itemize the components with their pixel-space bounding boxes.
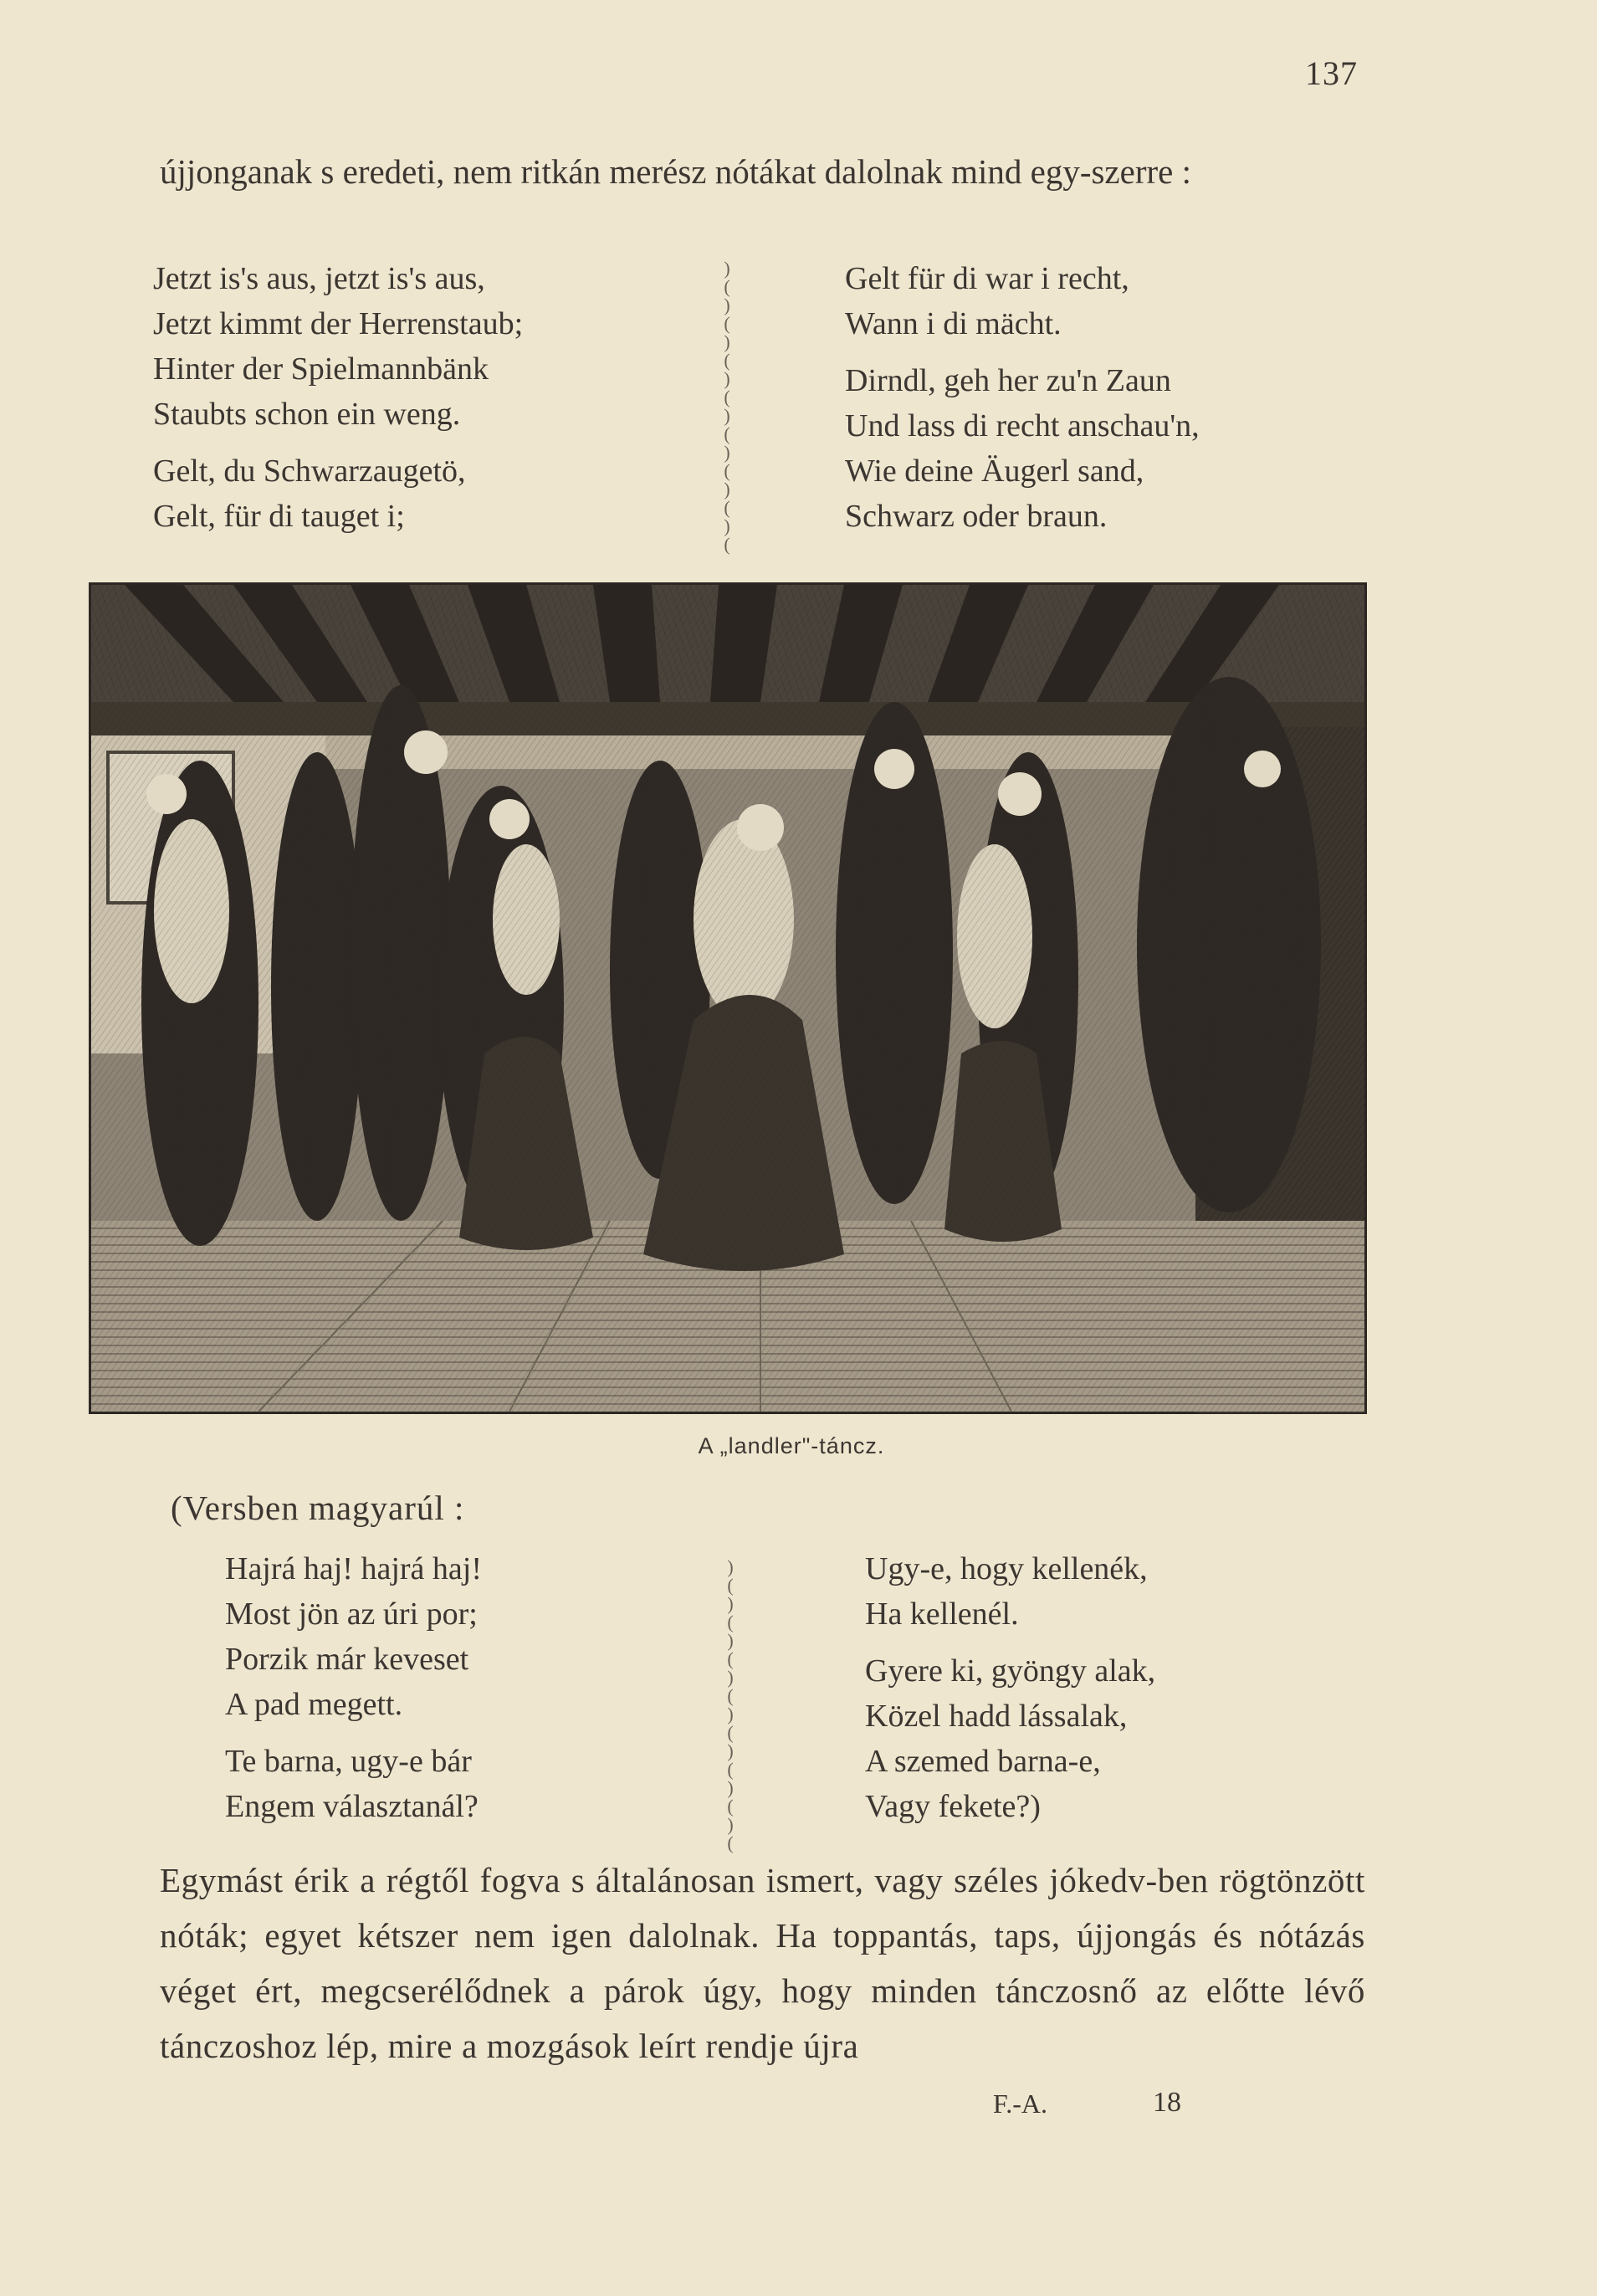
verse-line: Gyere ki, gyöngy alak, [865,1653,1156,1689]
verse-stanza [225,1546,482,1727]
verse-line: Wie deine Äugerl sand, [845,454,1144,489]
verse-line: Engem választanál? [225,1789,479,1824]
opening-paragraph: újjonganak s eredeti, nem ritkán merész nótákat dalolnak mind egy-szerre : [160,152,1191,191]
verse-line: A szemed barna-e, [865,1744,1101,1779]
verse-stanza [225,1739,482,1829]
verse-line: Most jön az úri por; [225,1596,478,1632]
verse-stanza [865,1648,1155,1829]
column-divider-brace: ) ( ) ( ) ( ) ( ) ( ) ( ) ( ) ( [727,1556,734,1853]
verse-line: Gelt für di war i recht, [845,261,1129,296]
verse-line: Und lass di recht anschau'n, [845,408,1200,443]
hungarian-song-right-column [865,1546,1155,1829]
dance-engraving-illustration [89,582,1367,1414]
verse-line: Dirndl, geh her zu'n Zaun [845,363,1171,398]
verse-stanza [845,256,1200,346]
sheet-number: 18 [1153,2087,1181,2118]
column-divider-brace: ) ( ) ( ) ( ) ( ) ( ) ( ) ( ) ( [724,258,730,555]
verse-line: Ha kellenél. [865,1596,1019,1632]
signature-mark: F.-A. [993,2088,1047,2119]
verse-line: Vagy fekete?) [865,1789,1041,1824]
verse-line: Hajrá haj! hajrá haj! [225,1551,482,1586]
verse-line: Ugy-e, hogy kellenék, [865,1551,1148,1586]
verse-stanza [153,448,523,539]
verse-line: Gelt, für di tauget i; [153,499,405,534]
verse-line: Jetzt kimmt der Herrenstaub; [153,306,524,341]
verse-line: Te barna, ugy-e bár [225,1744,472,1779]
german-song-left-column [153,256,523,539]
verse-stanza [865,1546,1155,1637]
verse-line: Gelt, du Schwarzaugetö, [153,454,466,489]
translation-intro: (Versben magyarúl : [171,1489,465,1527]
closing-paragraph: Egymást érik a régtől fogva s általánosan ismert, vagy széles jókedv-ben rögtönzött nóták; egyet kétszer nem igen dalolnak. Ha toppantás, taps, újjongás és nótázás véget ért, megcserélődnek a párok úgy, hogy minden tánczosnő az előtte lévő tánczoshoz lép, mire a mozgások leírt rendje újra [160,1861,1365,2065]
hungarian-song-left-column [225,1546,482,1829]
page-number: 137 [1305,54,1358,92]
verse-line: Hinter der Spielmannbänk [153,351,489,387]
verse-line: Jetzt is's aus, jetzt is's aus, [153,261,485,296]
verse-stanza [845,358,1200,539]
verse-line: Staubts schon ein weng. [153,397,461,432]
verse-line: Porzik már keveset [225,1642,469,1677]
verse-line: A pad megett. [225,1687,403,1722]
german-song-right-column [845,256,1200,539]
verse-stanza [153,256,523,437]
verse-line: Schwarz oder braun. [845,499,1108,534]
verse-line: Wann i di mächt. [845,306,1062,341]
verse-line: Közel hadd lássalak, [865,1699,1128,1734]
illustration-caption: A „landler"-táncz. [698,1433,885,1458]
